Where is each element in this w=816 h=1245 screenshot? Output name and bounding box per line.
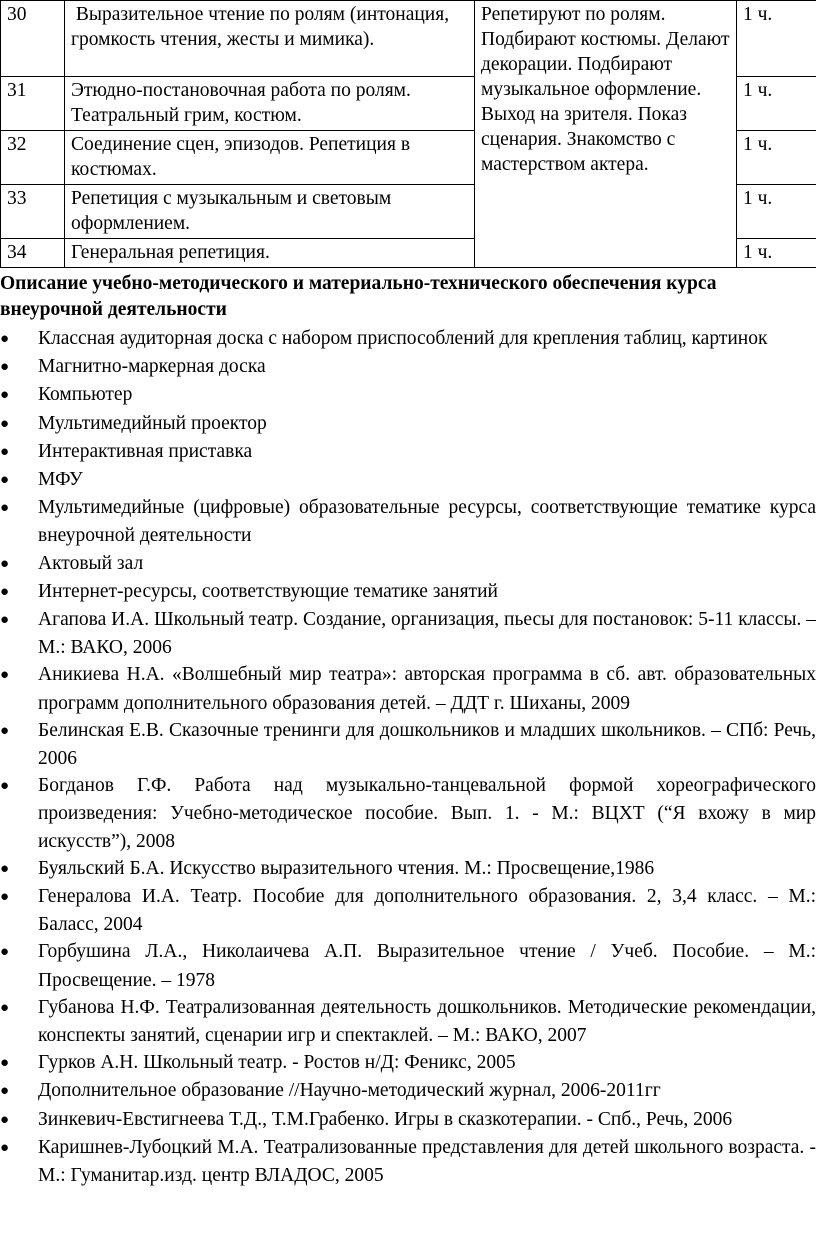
list-item-text: Актовый зал (38, 552, 144, 574)
list-item-text: Генералова И.А. Театр. Пособие для дополнительного образования. 2, 3,4 класс. – М.: Баласс, 2004 (38, 886, 816, 936)
list-item-text: Интерактивная приставка (38, 440, 253, 462)
bullet-icon: ● (0, 1055, 10, 1072)
lesson-topic: Соединение сцен, эпизодов. Репетиция в костюмах. (65, 131, 475, 185)
lesson-topic: Этюдно-постановочная работа по ролям. Театральный грим, костюм. (65, 77, 475, 131)
list-item-text: МФУ (38, 469, 83, 491)
list-item-text: Буяльский Б.А. Искусство выразительного чтения. М.: Просвещение,1986 (38, 857, 655, 879)
lesson-hours: 1 ч. (737, 77, 816, 131)
bullet-icon: ● (0, 443, 10, 460)
list-item (0, 1077, 816, 1105)
list-item (0, 410, 816, 438)
list-item (0, 994, 816, 1049)
section-heading: Описание учебно-методического и материально-технического обеспечения курса внеурочной деятельности (0, 273, 717, 320)
list-item (0, 606, 816, 661)
list-item-text: Мультимедийный проектор (38, 412, 267, 434)
list-item-text: Зинкевич-Евстигнеева Т.Д., Т.М.Грабенко. Игры в сказкотерапии. - Спб., Речь, 2006 (38, 1108, 733, 1130)
bullet-icon: ● (0, 1083, 10, 1100)
list-item (0, 772, 816, 855)
list-item (0, 578, 816, 606)
list-item-text: Аникиева Н.А. «Волшебный мир театра»: авторская программа в сб. авт. образовательных программ дополнительного образования детей. – ДДТ г. Шиханы, 2009 (38, 664, 816, 714)
list-item (0, 550, 816, 578)
list-item-text: Каришнев-Лубоцкий М.А. Театрализованные представления для детей школьного возраста. - М.: Гуманитар.изд. центр ВЛАДОС, 2005 (38, 1136, 816, 1187)
list-item-text: Компьютер (38, 384, 133, 406)
list-item (0, 466, 816, 494)
list-item-text: Губанова Н.Ф. Театрализованная деятельность дошкольников. Методические рекомендации, конспекты занятий, сценарии игр и спектаклей. – М.: ВАКО, 2007 (38, 996, 816, 1047)
list-item (0, 883, 816, 938)
list-item (0, 1134, 816, 1189)
list-item (0, 855, 816, 883)
bullet-icon: ● (0, 555, 10, 572)
bullet-icon: ● (0, 472, 10, 489)
bullet-icon: ● (0, 331, 10, 347)
lesson-hours: 1 ч. (737, 131, 816, 185)
lesson-number: 32 (1, 131, 65, 185)
lesson-activity: Репетируют по ролям. Подбирают костюмы. Делают декорации. Подбирают музыкальное оформление. Выход на зрителя. Показ сценария. Знакомство с мастерством актера. (475, 1, 737, 268)
lesson-number: 33 (1, 185, 65, 239)
list-item-text: Классная аудиторная доска с набором приспособлений для крепления таблиц, картинок (38, 328, 768, 349)
bullet-icon: ● (0, 359, 10, 376)
list-item-text: Горбушина Л.А., Николаичева А.П. Выразительное чтение / Учеб. Пособие. – М.: Просвещение. – 1978 (38, 941, 816, 991)
bullet-icon: ● (0, 387, 10, 404)
list-item (0, 438, 816, 466)
bullet-icon: ● (0, 415, 10, 432)
list-item-text: Магнитно-маркерная доска (38, 356, 266, 378)
bullet-icon: ● (0, 1139, 10, 1156)
list-item-text: Агапова И.А. Школьный театр. Создание, организация, пьесы для постановок: 5-11 классы. – М.: ВАКО, 2006 (38, 609, 816, 659)
lesson-plan-table (0, 0, 816, 268)
list-item (0, 1106, 816, 1134)
bullet-icon: ● (0, 944, 10, 961)
bullet-icon: ● (0, 722, 10, 739)
lesson-hours: 1 ч. (737, 1, 816, 77)
lesson-hours: 1 ч. (737, 185, 816, 239)
lesson-hours: 1 ч. (737, 239, 816, 268)
lesson-number: 34 (1, 239, 65, 268)
bullet-icon: ● (0, 612, 10, 629)
list-item (0, 353, 816, 381)
bullet-icon: ● (0, 1111, 10, 1128)
list-item-text: Интернет-ресурсы, соответствующие тематике занятий (38, 580, 498, 602)
bullet-icon: ● (0, 667, 10, 684)
lesson-topic: Генеральная репетиция. (65, 239, 475, 268)
bullet-icon: ● (0, 889, 10, 906)
bullet-icon: ● (0, 583, 10, 600)
table-row (1, 1, 816, 77)
list-item-text: Богданов Г.Ф. Работа над музыкально-танцевальной формой хореографического произведения: Учебно-методическое пособие. Вып. 1. - М.: ВЦХТ (“Я вхожу в мир искусств”), 2008 (38, 775, 816, 852)
bullet-icon: ● (0, 778, 10, 795)
list-item-text: Мультимедийные (цифровые) образовательные ресурсы, соответствующие тематике курса внеурочной деятельности (38, 497, 816, 547)
list-item (0, 325, 816, 353)
list-item (0, 717, 816, 772)
list-item (0, 661, 816, 716)
lesson-topic: Репетиция с музыкальным и световым оформлением. (65, 185, 475, 239)
bullet-icon: ● (0, 860, 10, 877)
list-item (0, 381, 816, 409)
list-item-text: Дополнительное образование //Научно-методический журнал, 2006-2011гг (38, 1080, 661, 1102)
list-item (0, 938, 816, 993)
lesson-topic: Выразительное чтение по ролям (интонация, громкость чтения, жесты и мимика). (65, 1, 475, 77)
lesson-number: 30 (1, 1, 65, 77)
list-item (0, 1049, 816, 1077)
bullet-icon: ● (0, 999, 10, 1016)
resource-list (0, 325, 816, 1189)
list-item (0, 494, 816, 549)
bullet-icon: ● (0, 500, 10, 517)
list-item-text: Белинская Е.В. Сказочные тренинги для дошкольников и младших школьников. – СПб: Речь, 2006 (38, 719, 816, 770)
list-item-text: Гурков А.Н. Школьный театр. - Ростов н/Д: Феникс, 2005 (38, 1052, 516, 1074)
lesson-number: 31 (1, 77, 65, 131)
